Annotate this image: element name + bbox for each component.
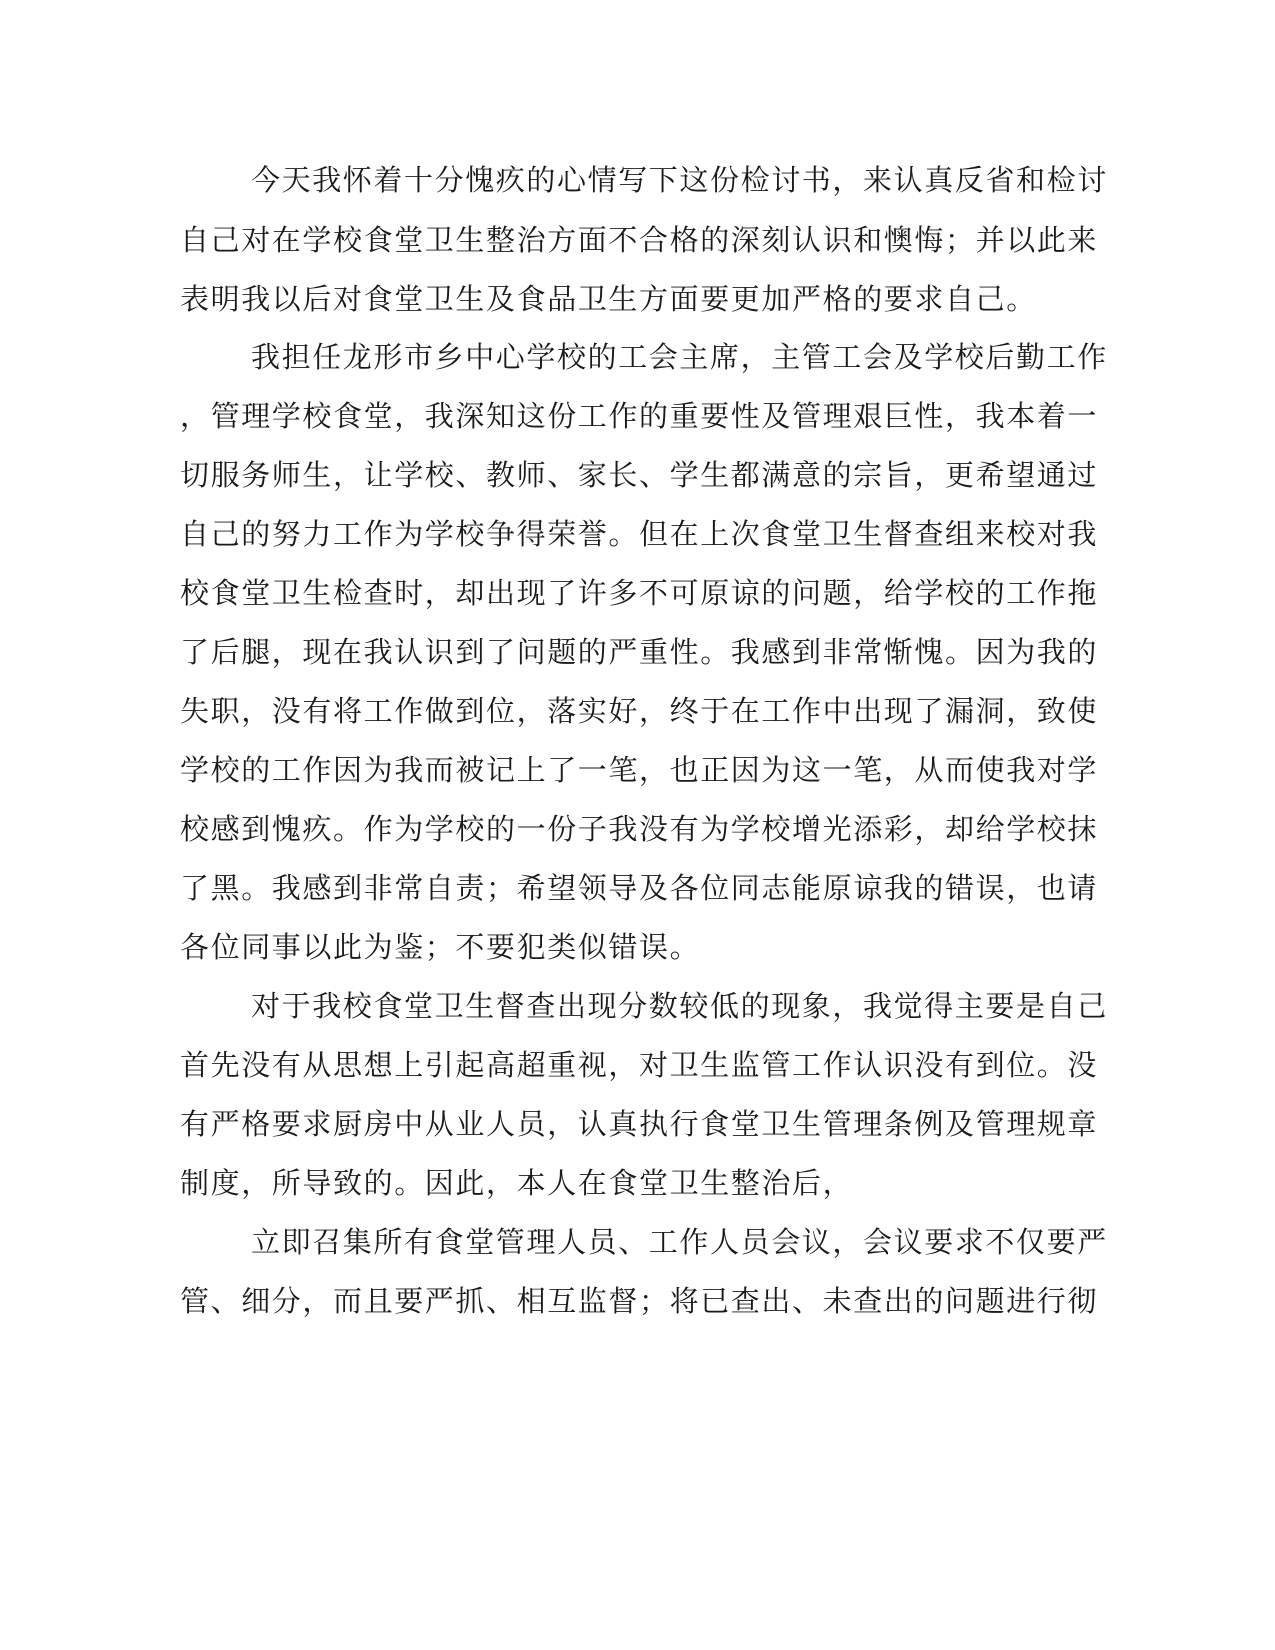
- paragraph-2-line-3: 切服务师生，让学校、教师、家长、学生都满意的宗旨，更希望通过: [180, 458, 1099, 492]
- paragraph-2-line-11: 各位同事以此为鉴；不要犯类似错误。: [180, 930, 701, 964]
- paragraph-3-line-2: 首先没有从思想上引起高超重视，对卫生监管工作认识没有到位。没: [180, 1048, 1099, 1082]
- paragraph-2-line-4: 自己的努力工作为学校争得荣誉。但在上次食堂卫生督查组来校对我: [180, 517, 1099, 551]
- paragraph-1-line-1: 今天我怀着十分愧疚的心情写下这份检讨书，来认真反省和检讨: [251, 163, 1108, 197]
- paragraph-1-line-2: 自己对在学校食堂卫生整治方面不合格的深刻认识和懊悔；并以此来: [180, 223, 1099, 257]
- paragraph-2-line-2: ，管理学校食堂，我深知这份工作的重要性及管理艰巨性，我本着一: [180, 399, 1099, 433]
- paragraph-2-line-5: 校食堂卫生检查时，却出现了许多不可原谅的问题，给学校的工作拖: [180, 576, 1099, 610]
- paragraph-4-line-2: 管、细分，而且要严抓、相互监督；将已查出、未查出的问题进行彻: [180, 1284, 1099, 1318]
- paragraph-2-line-6: 了后腿，现在我认识到了问题的严重性。我感到非常惭愧。因为我的: [180, 635, 1099, 669]
- paragraph-2-line-7: 失职，没有将工作做到位，落实好，终于在工作中出现了漏洞，致使: [180, 694, 1099, 728]
- paragraph-2-line-8: 学校的工作因为我而被记上了一笔，也正因为这一笔，从而使我对学: [180, 753, 1099, 787]
- paragraph-2-line-1: 我担任龙形市乡中心学校的工会主席，主管工会及学校后勤工作: [251, 340, 1108, 374]
- paragraph-4-line-1: 立即召集所有食堂管理人员、工作人员会议，会议要求不仅要严: [251, 1225, 1108, 1259]
- paragraph-3-line-1: 对于我校食堂卫生督查出现分数较低的现象，我觉得主要是自己: [251, 989, 1108, 1023]
- paragraph-2-line-9: 校感到愧疚。作为学校的一份子我没有为学校增光添彩，却给学校抹: [180, 812, 1099, 846]
- paragraph-3-line-4: 制度，所导致的。因此，本人在食堂卫生整治后，: [180, 1166, 854, 1200]
- paragraph-2-line-10: 了黑。我感到非常自责；希望领导及各位同志能原谅我的错误，也请: [180, 871, 1099, 905]
- paragraph-3-line-3: 有严格要求厨房中从业人员，认真执行食堂卫生管理条例及管理规章: [180, 1107, 1099, 1141]
- paragraph-1-line-3: 表明我以后对食堂卫生及食品卫生方面要更加严格的要求自己。: [180, 282, 1037, 316]
